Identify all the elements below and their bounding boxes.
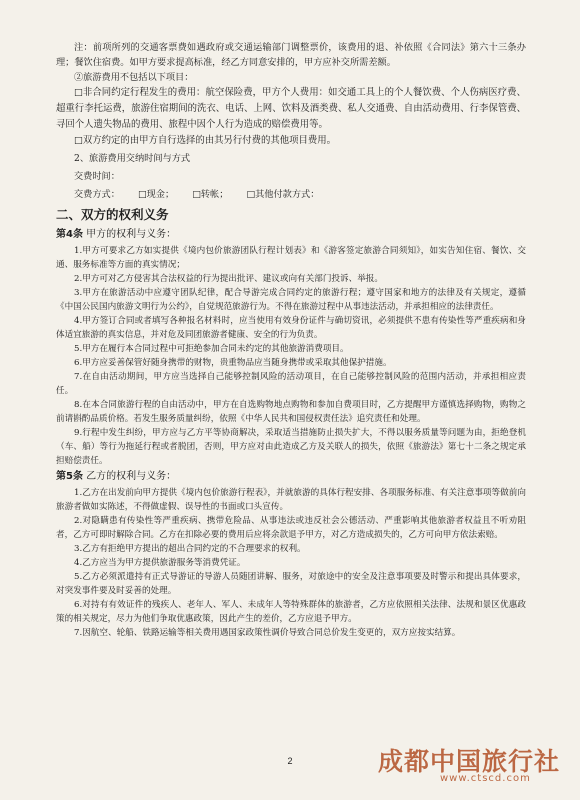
article-5-list — [56, 486, 526, 640]
watermark-url: www.ctscd.com — [440, 773, 531, 784]
document-body — [56, 40, 526, 640]
article-5-item: 2.对隐瞒患有传染性等严重疾病、携带危险品、从事违法或违反社会公德活动、严重影响其他旅游者权益且不听劝阻者，乙方可即时解除合同。乙方在扣除必要的费用后应将余款退予甲方，对乙方造成损失的，乙方可向甲方依法索赔。 — [56, 516, 526, 540]
article-5-number: 第5条 — [56, 471, 83, 482]
payment-title: 2、旅游费用交纳时间与方式 — [74, 153, 191, 164]
article-4-item: 8.在本合同旅游行程的自由活动中，甲方在自选购物地点购物和参加自费项目时，乙方提醒甲方谨慎选择购物，购物之前请斟酌品质价格。若发生服务质量纠纷，依照《中华人民共和国侵权责任法》追究责任和处理。 — [56, 400, 526, 424]
price-adjustment-note: 注：前项所列的交通客票费如遇政府或交通运输部门调整票价，该费用的退、补依照《合同法》第六十三条办理；餐饮住宿费。如甲方要求提高标准，经乙方同意安排的，甲方应补交所需差额。 — [56, 42, 526, 68]
article-4-item: 9.行程中发生纠纷，甲方应与乙方平等协商解决，采取适当措施防止损失扩大，不得以服务质量等问题为由，拒绝登机（车、船）等行为拖延行程或者脱团，否则，甲方应对由此造成乙方及关联人的损失，依照《旅游法》第七十二条之规定承担赔偿责任。 — [56, 428, 526, 466]
article-4-list — [56, 244, 526, 468]
exclusions-title: ②旅游费用不包括以下项目： — [74, 72, 194, 83]
payment-time-label: 交费时间： — [74, 171, 120, 182]
watermark-logo-text: 成都中国旅行社 — [378, 747, 561, 776]
page-number: 2 — [287, 756, 293, 766]
article-4-number: 第4条 — [56, 229, 83, 240]
payment-option-cash: □现金； — [137, 189, 175, 200]
article-4-item: 2.甲方可对乙方侵害其合法权益的行为提出批评、建议或向有关部门投诉、举报。 — [74, 274, 383, 284]
article-5-item: 3.乙方有拒绝甲方提出的超出合同约定的不合理要求的权利。 — [74, 544, 306, 554]
article-4-item: 6.甲方应妥善保管好随身携带的财物，贵重物品应当随身携带或采取其他保护措施。 — [74, 358, 392, 368]
article-5-item: 4.乙方应当为甲方提供旅游服务等消费凭证。 — [74, 558, 246, 568]
article-4-item: 5.甲方在履行本合同过程中可拒绝参加合同未约定的其他旅游消费项目。 — [74, 344, 349, 354]
article-5-heading — [56, 468, 526, 486]
article-5-item: 1.乙方在出发前向甲方提供《境内包价旅游行程表》，并就旅游的具体行程安排、各项服务标准、有关注意事项等做前向旅游者做如实陈述，不得做虚假、误导性的书面或口头宣传。 — [56, 488, 526, 512]
article-5-item: 7.因航空、轮船、铁路运输等相关费用遇国家政策性调价导致合同总价发生变更的，双方应按实结算。 — [74, 628, 461, 638]
exclusion-item: □双方约定的由甲方自行选择的由其另行付费的其他项目费用。 — [74, 135, 336, 146]
exclusion-item: □非合同约定行程发生的费用：航空保险费，甲方个人费用：如交通工具上的个人餐饮费、个人伤病医疗费、超重行李托运费，旅游住宿期间的洗衣、电话、上网、饮料及酒类费、私人交通费、自由活动费用、行李保管费、寻回个人遗失物品的费用、旅程中因个人行为造成的赔偿费用等。 — [56, 87, 526, 130]
section-heading: 二、双方的权利义务 — [56, 207, 169, 222]
article-5-item: 6.对持有有效证件的残疾人、老年人、军人、未成年人等特殊群体的旅游者，乙方应依照相关法律、法规和景区优惠政策的相关规定，尽力为他们争取优惠政策，因此产生的差价，乙方应退予甲方。 — [56, 600, 526, 624]
payment-method-label: 交费方式： — [74, 189, 120, 200]
article-5-title: 乙方的权利与义务： — [82, 471, 177, 482]
article-4-item: 1.甲方可要求乙方如实提供《境内包价旅游团队行程计划表》和《游客签定旅游合同须知》，如实告知住宿、餐饮、交通、服务标准等方面的真实情况； — [56, 246, 526, 270]
payment-option-other: □其他付款方式： — [246, 189, 320, 200]
payment-option-transfer: □转帐； — [192, 189, 229, 200]
payment-method-row — [56, 187, 526, 202]
article-5-item: 5.乙方必须派遣持有正式导游证的导游人员随团讲解、服务，对旅途中的安全及注意事项要及时警示和提出具体要求，对突发事件要及时妥善的处理。 — [56, 572, 526, 596]
article-4-item: 3.甲方在旅游活动中应遵守团队纪律，配合导游完成合同约定的旅游行程；遵守国家和地方的法律及有关规定，遵循《中国公民国内旅游文明行为公约》，自觉规范旅游行为。不得在旅游过程中从事违法活动，并承担相应的法律责任。 — [56, 288, 526, 312]
article-4-item: 4.甲方签订合同或者填写各种报名材料时，应当使用有效身份证件与确切资讯，必须提供不患有传染性等严重疾病和身体适宜旅游的真实信息，并对危及同团旅游者健康、安全的行为负责。 — [56, 316, 526, 340]
article-4-heading — [56, 226, 526, 244]
article-4-item: 7.在自由活动期间，甲方应当选择自己能够控制风险的活动项目，在自己能够控制风险的范围内活动，并承担相应责任。 — [56, 372, 526, 396]
article-4-title: 甲方的权利与义务： — [82, 229, 177, 240]
